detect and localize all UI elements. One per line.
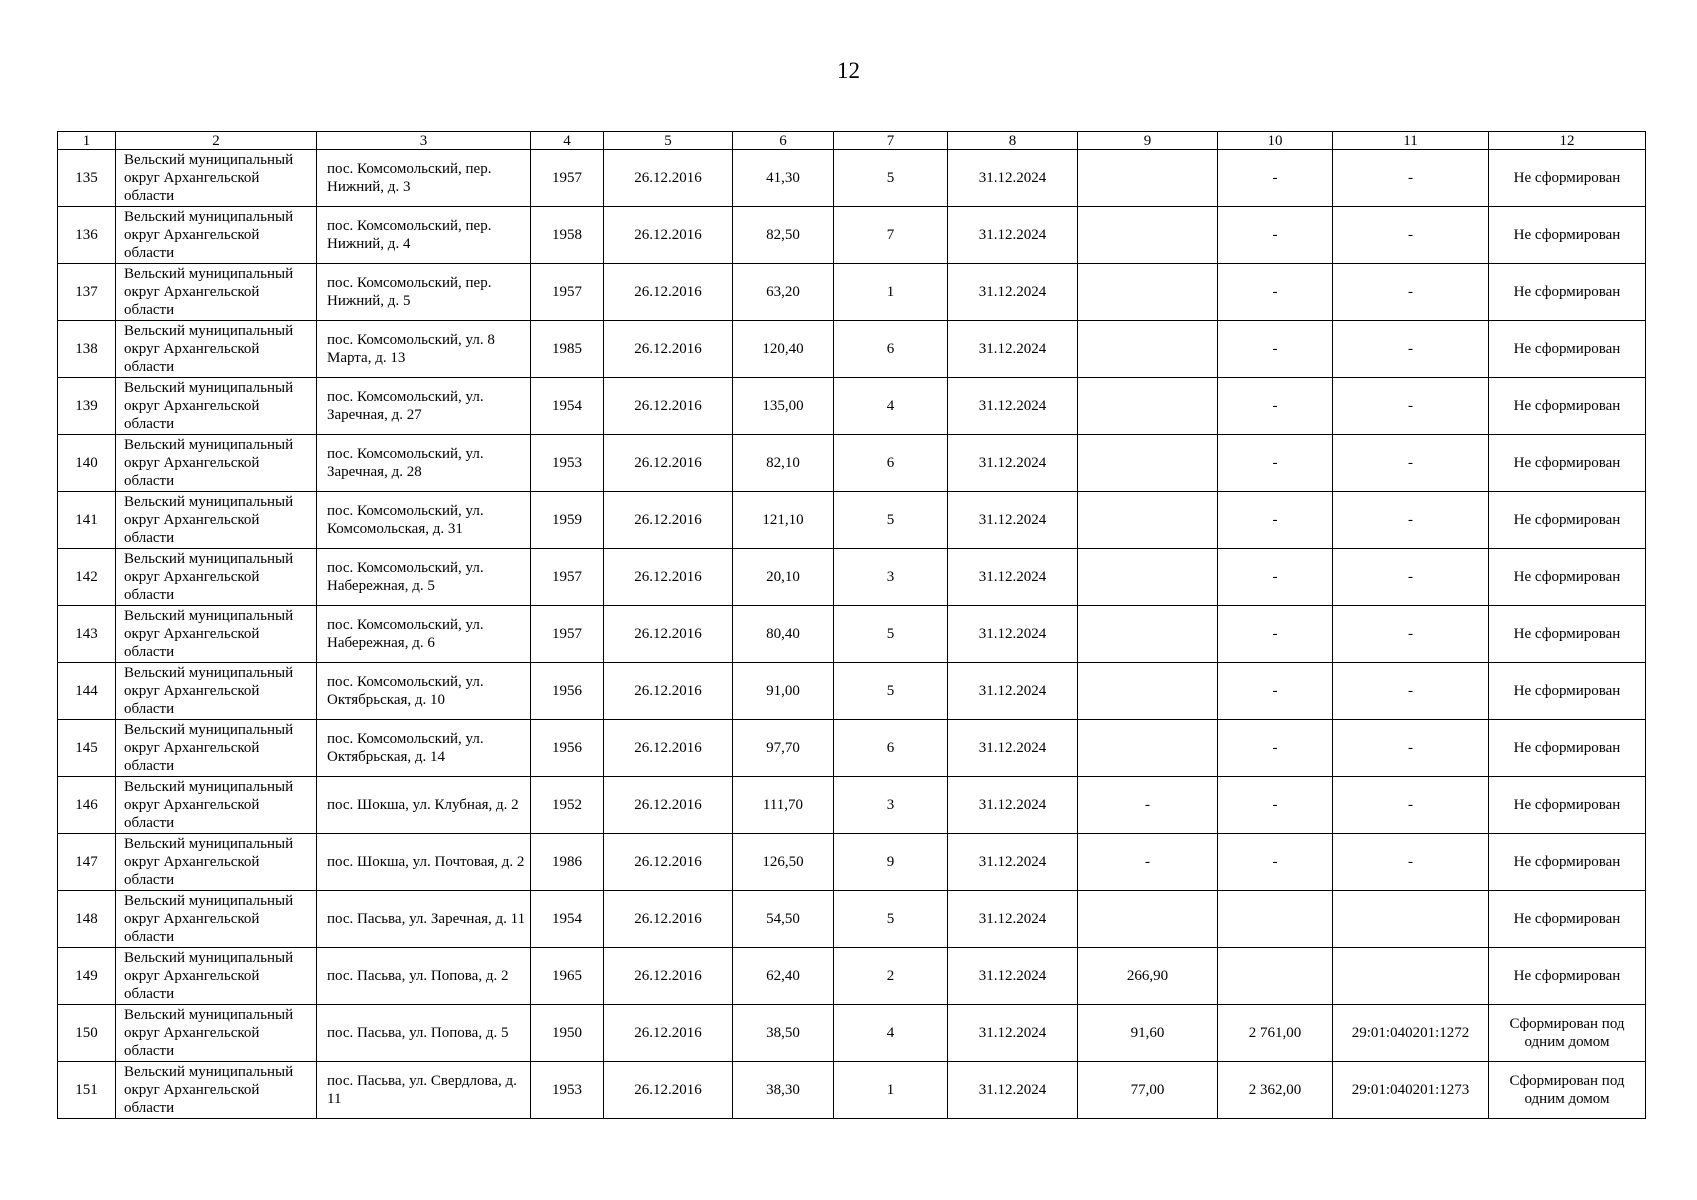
residents-count-cell: 1 <box>834 1062 948 1119</box>
land-area-cell: - <box>1078 834 1218 891</box>
row-number-cell: 140 <box>58 435 116 492</box>
row-number-cell: 148 <box>58 891 116 948</box>
column-header: 3 <box>317 132 531 150</box>
land-area-cell: - <box>1078 777 1218 834</box>
cadastral-number-cell <box>1333 948 1489 1005</box>
land-plot-status-cell: Не сформирован <box>1489 606 1646 663</box>
living-area-cell: 38,50 <box>733 1005 834 1062</box>
year-built-cell: 1958 <box>531 207 604 264</box>
resettlement-deadline-cell: 31.12.2024 <box>948 435 1078 492</box>
municipality-cell: Вельский муниципальный округ Архангельской области <box>116 492 317 549</box>
year-built-cell: 1957 <box>531 150 604 207</box>
land-plot-status-cell: Сформирован под одним домом <box>1489 1005 1646 1062</box>
resettlement-deadline-cell: 31.12.2024 <box>948 207 1078 264</box>
living-area-cell: 135,00 <box>733 378 834 435</box>
municipality-cell: Вельский муниципальный округ Архангельской области <box>116 777 317 834</box>
municipality-cell: Вельский муниципальный округ Архангельской области <box>116 264 317 321</box>
land-plot-status-cell: Не сформирован <box>1489 891 1646 948</box>
land-plot-status-cell: Не сформирован <box>1489 207 1646 264</box>
living-area-cell: 120,40 <box>733 321 834 378</box>
land-area-cell <box>1078 663 1218 720</box>
column-header: 4 <box>531 132 604 150</box>
table-row <box>58 948 1646 1005</box>
land-area-cell: 77,00 <box>1078 1062 1218 1119</box>
land-area-cell <box>1078 435 1218 492</box>
resettlement-deadline-cell: 31.12.2024 <box>948 378 1078 435</box>
land-plot-status-cell: Не сформирован <box>1489 663 1646 720</box>
table-header <box>58 132 1646 150</box>
land-area-cell <box>1078 606 1218 663</box>
living-area-cell: 97,70 <box>733 720 834 777</box>
address-cell: пос. Комсомольский, пер. Нижний, д. 5 <box>317 264 531 321</box>
address-cell: пос. Пасьва, ул. Заречная, д. 11 <box>317 891 531 948</box>
municipality-cell: Вельский муниципальный округ Архангельской области <box>116 150 317 207</box>
resettlement-deadline-cell: 31.12.2024 <box>948 834 1078 891</box>
residents-count-cell: 1 <box>834 264 948 321</box>
recognition-date-cell: 26.12.2016 <box>604 834 733 891</box>
living-area-cell: 126,50 <box>733 834 834 891</box>
recognition-date-cell: 26.12.2016 <box>604 207 733 264</box>
cadastral-value-cell: - <box>1218 663 1333 720</box>
table-row <box>58 720 1646 777</box>
cadastral-number-cell: - <box>1333 435 1489 492</box>
municipality-cell: Вельский муниципальный округ Архангельской области <box>116 1062 317 1119</box>
cadastral-number-cell: - <box>1333 207 1489 264</box>
land-area-cell: 91,60 <box>1078 1005 1218 1062</box>
recognition-date-cell: 26.12.2016 <box>604 549 733 606</box>
land-plot-status-cell: Не сформирован <box>1489 264 1646 321</box>
resettlement-deadline-cell: 31.12.2024 <box>948 549 1078 606</box>
column-header: 2 <box>116 132 317 150</box>
table-row <box>58 777 1646 834</box>
column-header: 8 <box>948 132 1078 150</box>
land-plot-status-cell: Не сформирован <box>1489 834 1646 891</box>
column-number-row <box>58 132 1646 150</box>
municipality-cell: Вельский муниципальный округ Архангельской области <box>116 435 317 492</box>
municipality-cell: Вельский муниципальный округ Архангельской области <box>116 378 317 435</box>
year-built-cell: 1954 <box>531 891 604 948</box>
year-built-cell: 1956 <box>531 663 604 720</box>
cadastral-value-cell: - <box>1218 720 1333 777</box>
table-row <box>58 435 1646 492</box>
housing-registry-table <box>57 131 1646 1119</box>
year-built-cell: 1965 <box>531 948 604 1005</box>
recognition-date-cell: 26.12.2016 <box>604 321 733 378</box>
year-built-cell: 1959 <box>531 492 604 549</box>
municipality-cell: Вельский муниципальный округ Архангельской области <box>116 207 317 264</box>
address-cell: пос. Шокша, ул. Почтовая, д. 2 <box>317 834 531 891</box>
land-plot-status-cell: Не сформирован <box>1489 549 1646 606</box>
cadastral-number-cell: - <box>1333 492 1489 549</box>
resettlement-deadline-cell: 31.12.2024 <box>948 1062 1078 1119</box>
table-row <box>58 321 1646 378</box>
recognition-date-cell: 26.12.2016 <box>604 150 733 207</box>
cadastral-number-cell: - <box>1333 777 1489 834</box>
land-area-cell <box>1078 207 1218 264</box>
cadastral-number-cell: - <box>1333 321 1489 378</box>
municipality-cell: Вельский муниципальный округ Архангельской области <box>116 834 317 891</box>
recognition-date-cell: 26.12.2016 <box>604 948 733 1005</box>
row-number-cell: 149 <box>58 948 116 1005</box>
address-cell: пос. Комсомольский, ул. Октябрьская, д. 10 <box>317 663 531 720</box>
row-number-cell: 139 <box>58 378 116 435</box>
column-header: 5 <box>604 132 733 150</box>
resettlement-deadline-cell: 31.12.2024 <box>948 663 1078 720</box>
land-plot-status-cell: Не сформирован <box>1489 948 1646 1005</box>
address-cell: пос. Пасьва, ул. Попова, д. 5 <box>317 1005 531 1062</box>
municipality-cell: Вельский муниципальный округ Архангельской области <box>116 606 317 663</box>
cadastral-value-cell: - <box>1218 150 1333 207</box>
municipality-cell: Вельский муниципальный округ Архангельской области <box>116 948 317 1005</box>
row-number-cell: 135 <box>58 150 116 207</box>
address-cell: пос. Шокша, ул. Клубная, д. 2 <box>317 777 531 834</box>
year-built-cell: 1957 <box>531 549 604 606</box>
table-row <box>58 606 1646 663</box>
cadastral-number-cell: - <box>1333 720 1489 777</box>
land-plot-status-cell: Сформирован под одним домом <box>1489 1062 1646 1119</box>
resettlement-deadline-cell: 31.12.2024 <box>948 264 1078 321</box>
recognition-date-cell: 26.12.2016 <box>604 1005 733 1062</box>
residents-count-cell: 5 <box>834 606 948 663</box>
residents-count-cell: 6 <box>834 720 948 777</box>
column-header: 11 <box>1333 132 1489 150</box>
recognition-date-cell: 26.12.2016 <box>604 378 733 435</box>
table-row <box>58 834 1646 891</box>
row-number-cell: 144 <box>58 663 116 720</box>
resettlement-deadline-cell: 31.12.2024 <box>948 150 1078 207</box>
residents-count-cell: 9 <box>834 834 948 891</box>
year-built-cell: 1957 <box>531 606 604 663</box>
year-built-cell: 1950 <box>531 1005 604 1062</box>
land-plot-status-cell: Не сформирован <box>1489 492 1646 549</box>
municipality-cell: Вельский муниципальный округ Архангельской области <box>116 720 317 777</box>
address-cell: пос. Комсомольский, ул. Набережная, д. 6 <box>317 606 531 663</box>
year-built-cell: 1957 <box>531 264 604 321</box>
address-cell: пос. Комсомольский, ул. Октябрьская, д. 14 <box>317 720 531 777</box>
municipality-cell: Вельский муниципальный округ Архангельской области <box>116 1005 317 1062</box>
living-area-cell: 62,40 <box>733 948 834 1005</box>
table-row <box>58 1005 1646 1062</box>
residents-count-cell: 7 <box>834 207 948 264</box>
living-area-cell: 111,70 <box>733 777 834 834</box>
resettlement-deadline-cell: 31.12.2024 <box>948 777 1078 834</box>
row-number-cell: 143 <box>58 606 116 663</box>
recognition-date-cell: 26.12.2016 <box>604 891 733 948</box>
land-plot-status-cell: Не сформирован <box>1489 777 1646 834</box>
recognition-date-cell: 26.12.2016 <box>604 777 733 834</box>
table-row <box>58 150 1646 207</box>
address-cell: пос. Комсомольский, ул. Набережная, д. 5 <box>317 549 531 606</box>
cadastral-number-cell: - <box>1333 549 1489 606</box>
cadastral-number-cell: - <box>1333 606 1489 663</box>
cadastral-value-cell: 2 761,00 <box>1218 1005 1333 1062</box>
address-cell: пос. Комсомольский, ул. Заречная, д. 28 <box>317 435 531 492</box>
municipality-cell: Вельский муниципальный округ Архангельской области <box>116 663 317 720</box>
living-area-cell: 91,00 <box>733 663 834 720</box>
address-cell: пос. Пасьва, ул. Свердлова, д. 11 <box>317 1062 531 1119</box>
column-header: 1 <box>58 132 116 150</box>
column-header: 6 <box>733 132 834 150</box>
column-header: 12 <box>1489 132 1646 150</box>
row-number-cell: 137 <box>58 264 116 321</box>
cadastral-value-cell: - <box>1218 321 1333 378</box>
residents-count-cell: 5 <box>834 492 948 549</box>
column-header: 7 <box>834 132 948 150</box>
year-built-cell: 1986 <box>531 834 604 891</box>
cadastral-value-cell: - <box>1218 378 1333 435</box>
residents-count-cell: 2 <box>834 948 948 1005</box>
cadastral-value-cell: - <box>1218 264 1333 321</box>
table-row <box>58 663 1646 720</box>
row-number-cell: 150 <box>58 1005 116 1062</box>
row-number-cell: 145 <box>58 720 116 777</box>
living-area-cell: 41,30 <box>733 150 834 207</box>
address-cell: пос. Комсомольский, пер. Нижний, д. 3 <box>317 150 531 207</box>
table-row <box>58 492 1646 549</box>
year-built-cell: 1985 <box>531 321 604 378</box>
recognition-date-cell: 26.12.2016 <box>604 435 733 492</box>
land-area-cell: 266,90 <box>1078 948 1218 1005</box>
row-number-cell: 141 <box>58 492 116 549</box>
column-header: 9 <box>1078 132 1218 150</box>
year-built-cell: 1952 <box>531 777 604 834</box>
residents-count-cell: 5 <box>834 150 948 207</box>
residents-count-cell: 5 <box>834 891 948 948</box>
resettlement-deadline-cell: 31.12.2024 <box>948 321 1078 378</box>
cadastral-number-cell: 29:01:040201:1273 <box>1333 1062 1489 1119</box>
living-area-cell: 80,40 <box>733 606 834 663</box>
recognition-date-cell: 26.12.2016 <box>604 606 733 663</box>
cadastral-number-cell: - <box>1333 264 1489 321</box>
land-plot-status-cell: Не сформирован <box>1489 150 1646 207</box>
year-built-cell: 1953 <box>531 435 604 492</box>
address-cell: пос. Комсомольский, ул. Комсомольская, д. 31 <box>317 492 531 549</box>
cadastral-value-cell: 2 362,00 <box>1218 1062 1333 1119</box>
municipality-cell: Вельский муниципальный округ Архангельской области <box>116 549 317 606</box>
cadastral-value-cell: - <box>1218 834 1333 891</box>
recognition-date-cell: 26.12.2016 <box>604 492 733 549</box>
recognition-date-cell: 26.12.2016 <box>604 1062 733 1119</box>
land-area-cell <box>1078 720 1218 777</box>
row-number-cell: 142 <box>58 549 116 606</box>
land-area-cell <box>1078 321 1218 378</box>
table-body <box>58 150 1646 1119</box>
cadastral-value-cell: - <box>1218 777 1333 834</box>
land-plot-status-cell: Не сформирован <box>1489 378 1646 435</box>
cadastral-value-cell: - <box>1218 492 1333 549</box>
living-area-cell: 38,30 <box>733 1062 834 1119</box>
page-number: 12 <box>837 58 860 83</box>
table-row <box>58 207 1646 264</box>
cadastral-number-cell: - <box>1333 663 1489 720</box>
table-row <box>58 1062 1646 1119</box>
cadastral-value-cell: - <box>1218 606 1333 663</box>
cadastral-value-cell <box>1218 948 1333 1005</box>
land-area-cell <box>1078 264 1218 321</box>
cadastral-value-cell: - <box>1218 549 1333 606</box>
living-area-cell: 82,50 <box>733 207 834 264</box>
resettlement-deadline-cell: 31.12.2024 <box>948 606 1078 663</box>
living-area-cell: 63,20 <box>733 264 834 321</box>
row-number-cell: 151 <box>58 1062 116 1119</box>
residents-count-cell: 3 <box>834 549 948 606</box>
cadastral-number-cell: - <box>1333 834 1489 891</box>
address-cell: пос. Пасьва, ул. Попова, д. 2 <box>317 948 531 1005</box>
year-built-cell: 1953 <box>531 1062 604 1119</box>
cadastral-number-cell: - <box>1333 378 1489 435</box>
land-plot-status-cell: Не сформирован <box>1489 435 1646 492</box>
land-plot-status-cell: Не сформирован <box>1489 720 1646 777</box>
residents-count-cell: 3 <box>834 777 948 834</box>
resettlement-deadline-cell: 31.12.2024 <box>948 720 1078 777</box>
table-row <box>58 549 1646 606</box>
resettlement-deadline-cell: 31.12.2024 <box>948 948 1078 1005</box>
land-area-cell <box>1078 150 1218 207</box>
address-cell: пос. Комсомольский, ул. Заречная, д. 27 <box>317 378 531 435</box>
row-number-cell: 147 <box>58 834 116 891</box>
cadastral-number-cell <box>1333 891 1489 948</box>
resettlement-deadline-cell: 31.12.2024 <box>948 891 1078 948</box>
resettlement-deadline-cell: 31.12.2024 <box>948 1005 1078 1062</box>
living-area-cell: 20,10 <box>733 549 834 606</box>
land-area-cell <box>1078 891 1218 948</box>
land-area-cell <box>1078 492 1218 549</box>
cadastral-number-cell: - <box>1333 150 1489 207</box>
residents-count-cell: 6 <box>834 435 948 492</box>
municipality-cell: Вельский муниципальный округ Архангельской области <box>116 321 317 378</box>
living-area-cell: 121,10 <box>733 492 834 549</box>
cadastral-value-cell: - <box>1218 435 1333 492</box>
row-number-cell: 136 <box>58 207 116 264</box>
municipality-cell: Вельский муниципальный округ Архангельской области <box>116 891 317 948</box>
cadastral-value-cell: - <box>1218 207 1333 264</box>
address-cell: пос. Комсомольский, пер. Нижний, д. 4 <box>317 207 531 264</box>
land-plot-status-cell: Не сформирован <box>1489 321 1646 378</box>
year-built-cell: 1954 <box>531 378 604 435</box>
row-number-cell: 146 <box>58 777 116 834</box>
residents-count-cell: 5 <box>834 663 948 720</box>
recognition-date-cell: 26.12.2016 <box>604 663 733 720</box>
row-number-cell: 138 <box>58 321 116 378</box>
cadastral-value-cell <box>1218 891 1333 948</box>
living-area-cell: 82,10 <box>733 435 834 492</box>
column-header: 10 <box>1218 132 1333 150</box>
year-built-cell: 1956 <box>531 720 604 777</box>
table-row <box>58 378 1646 435</box>
resettlement-deadline-cell: 31.12.2024 <box>948 492 1078 549</box>
land-area-cell <box>1078 549 1218 606</box>
table-row <box>58 264 1646 321</box>
address-cell: пос. Комсомольский, ул. 8 Марта, д. 13 <box>317 321 531 378</box>
living-area-cell: 54,50 <box>733 891 834 948</box>
cadastral-number-cell: 29:01:040201:1272 <box>1333 1005 1489 1062</box>
table-row <box>58 891 1646 948</box>
residents-count-cell: 4 <box>834 1005 948 1062</box>
recognition-date-cell: 26.12.2016 <box>604 720 733 777</box>
land-area-cell <box>1078 378 1218 435</box>
residents-count-cell: 6 <box>834 321 948 378</box>
residents-count-cell: 4 <box>834 378 948 435</box>
recognition-date-cell: 26.12.2016 <box>604 264 733 321</box>
